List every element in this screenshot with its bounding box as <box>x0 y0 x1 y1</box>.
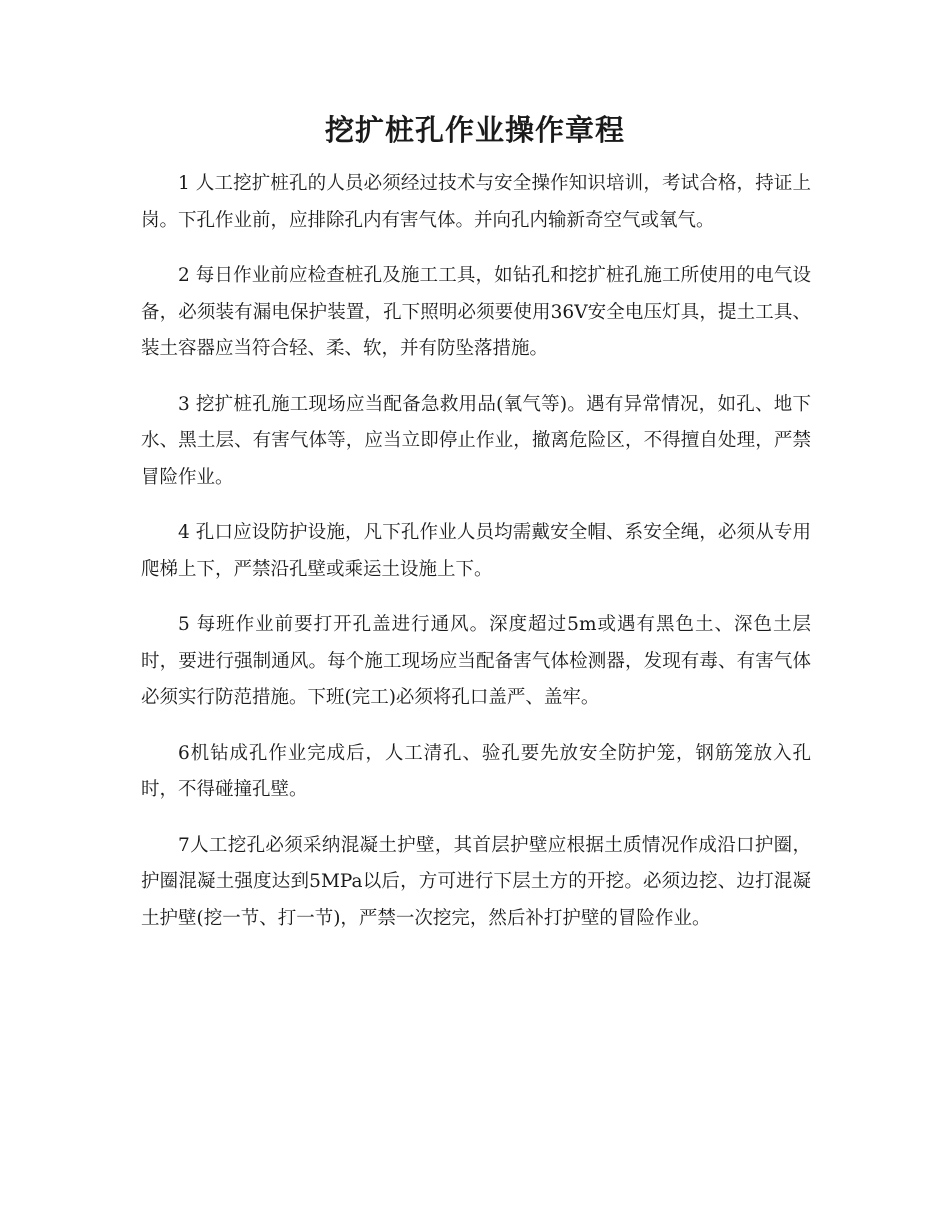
paragraph-4: 4 孔口应设防护设施，凡下孔作业人员均需戴安全帽、系安全绳，必须从专用爬梯上下，严禁沿孔壁或乘运土设施上下。 <box>141 522 811 580</box>
paragraph-1: 1 人工挖扩桩孔的人员必须经过技术与安全操作知识培训，考试合格，持证上岗。下孔作业前，应排除孔内有害气体。并向孔内输新奇空气或氧气。 <box>141 173 811 231</box>
paragraph-2: 2 每日作业前应检查桩孔及施工工具，如钻孔和挖扩桩孔施工所使用的电气设备，必须装有漏电保护装置，孔下照明必须要使用36V安全电压灯具，提土工具、装土容器应当符合轻、柔、软，并有防坠落措施。 <box>141 265 811 359</box>
paragraph-7: 7人工挖孔必须采纳混凝土护壁，其首层护壁应根据土质情况作成沿口护圈，护圈混凝土强度达到5MPa以后，方可进行下层土方的开挖。必须边挖、边打混凝土护壁(挖一节、打一节)，严禁一次挖完，然后补打护壁的冒险作业。 <box>141 834 811 929</box>
paragraph-6: 6机钻成孔作业完成后，人工清孔、验孔要先放安全防护笼，钢筋笼放入孔时，不得碰撞孔壁。 <box>141 742 811 800</box>
paragraph-3: 3 挖扩桩孔施工现场应当配备急救用品(氧气等)。遇有异常情况，如孔、地下水、黑土层、有害气体等，应当立即停止作业，撤离危险区，不得擅自处理，严禁冒险作业。 <box>141 393 811 488</box>
document-title: 挖扩桩孔作业操作章程 <box>324 113 625 147</box>
paragraph-5: 5 每班作业前要打开孔盖进行通风。深度超过5m或遇有黑色土、深色土层时，要进行强制通风。每个施工现场应当配备害气体检测器，发现有毒、有害气体必须实行防范措施。下班(完工)必须将孔口盖严、盖牢。 <box>141 614 811 708</box>
document-body <box>141 166 811 956</box>
